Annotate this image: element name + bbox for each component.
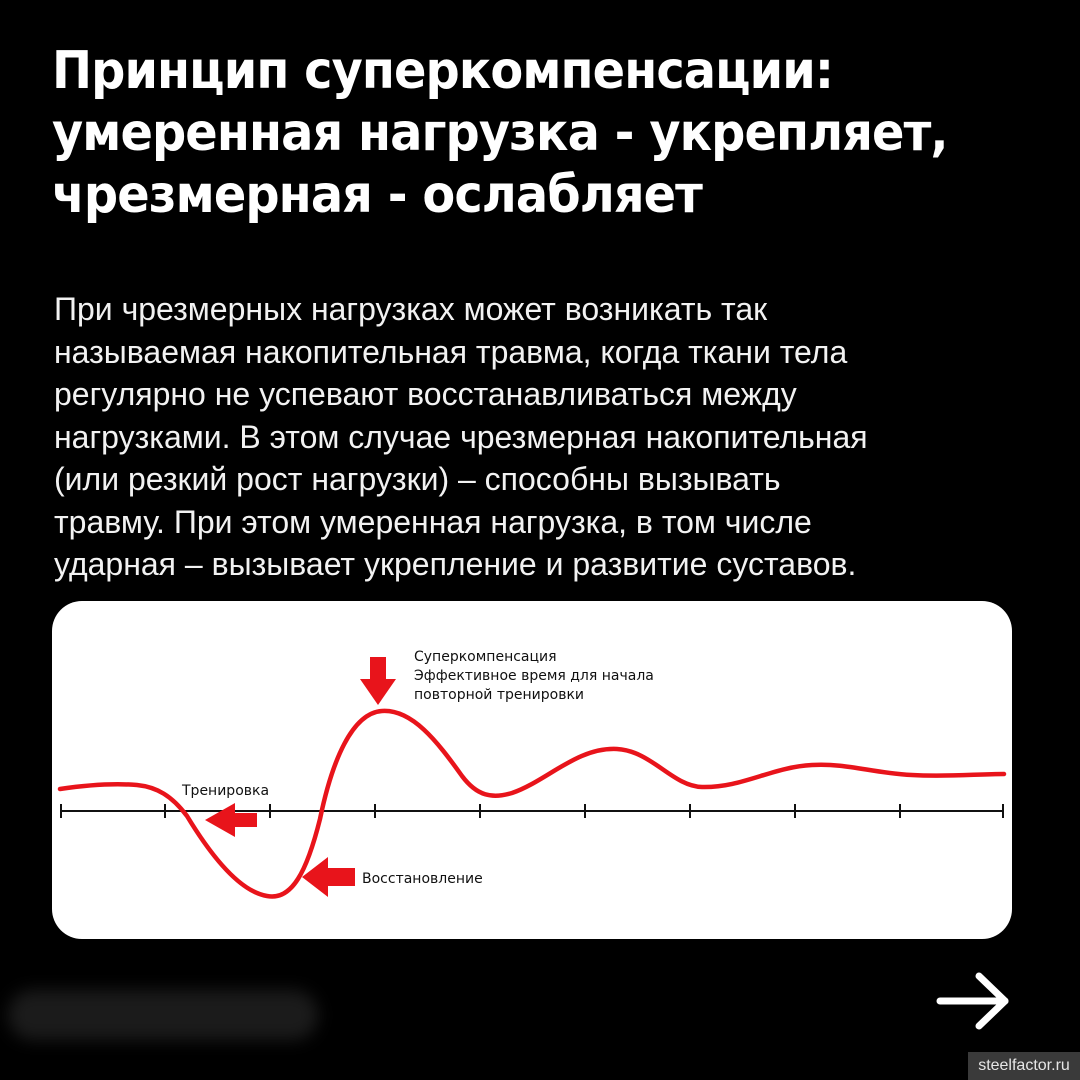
recovery-label: Восстановление	[362, 871, 483, 887]
body-line-5: (или резкий рост нагрузки) – способны вызывать	[54, 461, 781, 497]
response-curve	[60, 711, 1004, 897]
title-line-3: чрезмерная - ослабляет	[52, 165, 702, 225]
body-paragraph	[54, 288, 1044, 586]
body-line-4: нагрузками. В этом случае чрезмерная накопительная	[54, 418, 868, 455]
blurred-logo	[8, 990, 318, 1040]
recovery-arrow-icon	[302, 857, 355, 897]
body-line-6: травму. При этом умеренная нагрузка, в том числе	[54, 503, 812, 540]
title-line-1: Принцип суперкомпенсации:	[52, 41, 834, 101]
watermark: steelfactor.ru	[968, 1052, 1080, 1080]
body-line-3: регулярно не успевают восстанавливаться между	[54, 376, 797, 412]
training-arrow-icon	[205, 803, 257, 837]
supercomp-label-line-1: Суперкомпенсация	[414, 649, 557, 665]
supercomp-label-line-3: повторной тренировки	[414, 687, 585, 703]
supercompensation-diagram	[52, 601, 1012, 939]
body-line-2: называемая накопительная травма, когда ткани тела	[54, 333, 848, 370]
title-line-2: умеренная нагрузка - укрепляет,	[52, 103, 948, 163]
supercomp-label-line-2: Эффективное время для начала	[414, 668, 654, 684]
supercompensation-arrow-icon	[360, 657, 396, 705]
body-line-7: ударная – вызывает укрепление и развитие суставов.	[54, 546, 857, 582]
diagram-card	[52, 601, 1012, 939]
page-title	[52, 40, 963, 226]
body-line-1: При чрезмерных нагрузках может возникать так	[54, 291, 768, 327]
arrow-right-icon[interactable]	[935, 968, 1013, 1034]
training-label: Тренировка	[182, 783, 270, 799]
